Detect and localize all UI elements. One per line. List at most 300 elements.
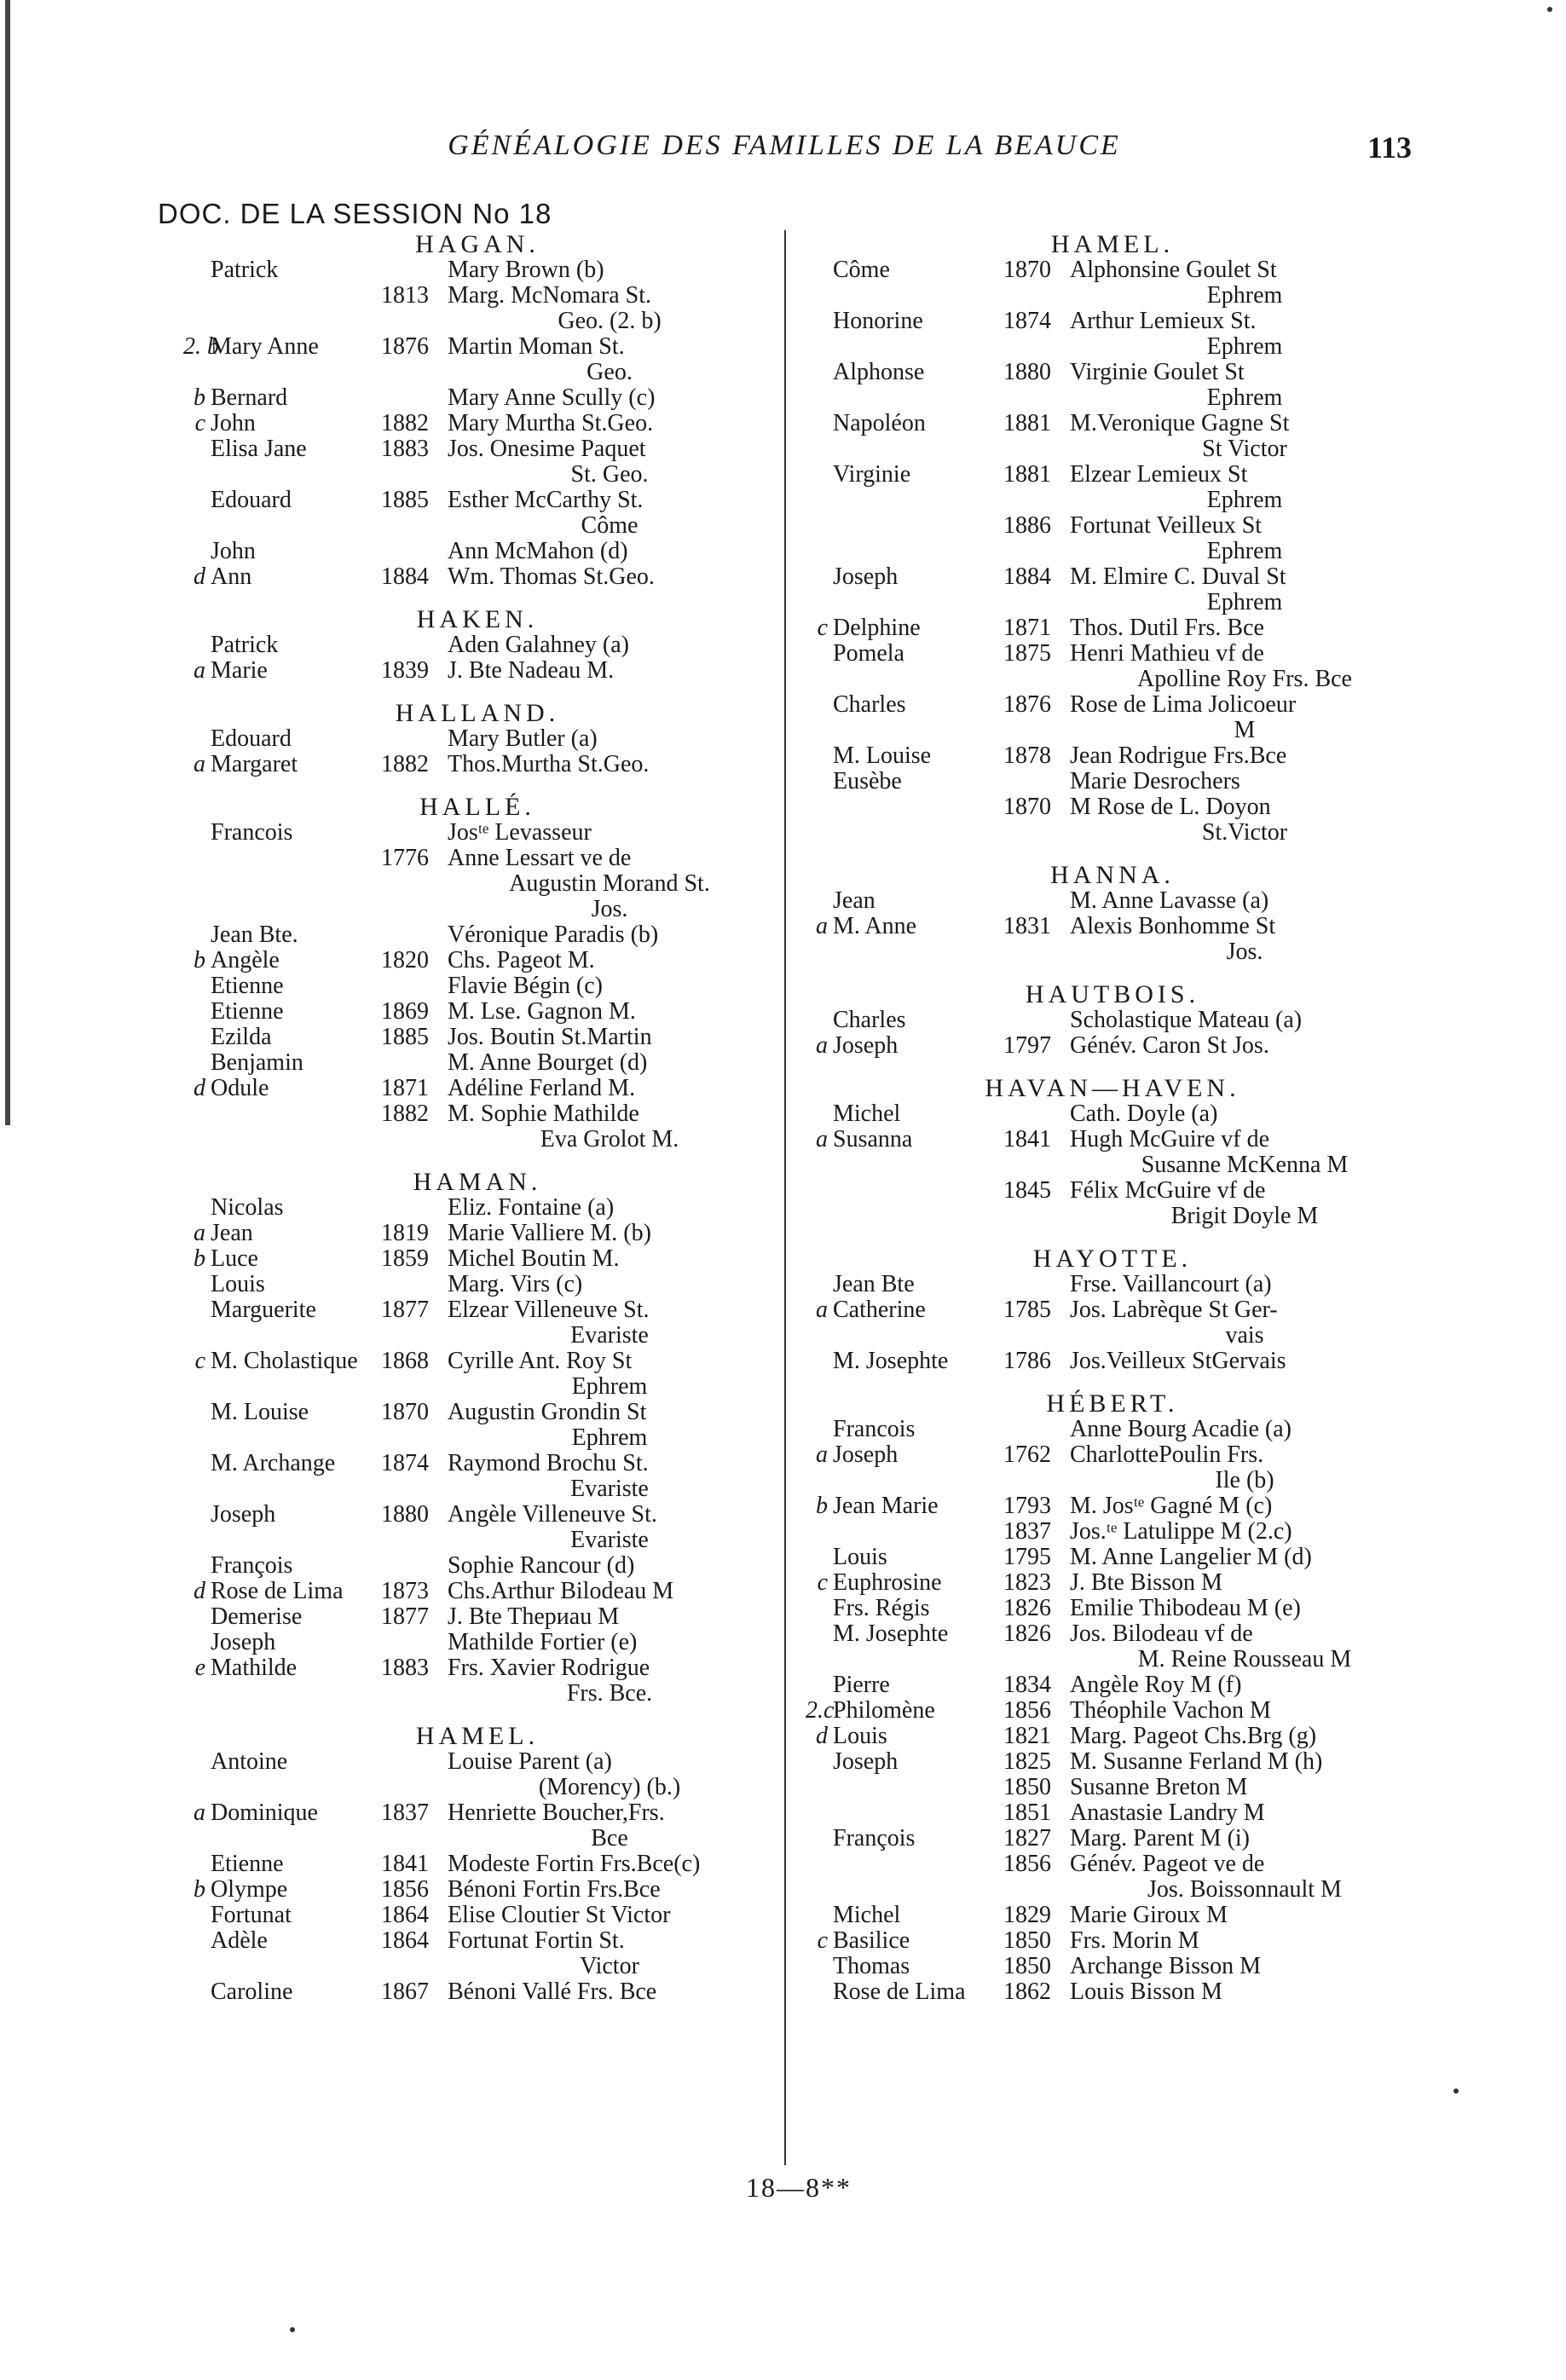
spouse-entry: Jean Rodrigue Frs.Bce: [1070, 743, 1287, 769]
person-name: Delphine: [833, 615, 921, 641]
entry-row: [806, 1903, 1419, 1928]
entry-row: [806, 1621, 1419, 1647]
spouse-entry: Wm. Thomas St.Geo.: [448, 564, 655, 590]
person-name: Odule: [211, 1075, 269, 1101]
spouse-entry: Frs. Morin M: [1070, 1928, 1199, 1954]
person-cell: [806, 615, 985, 641]
marriage-year: 1820: [381, 947, 429, 973]
spouse-entry: Marie Giroux M: [1070, 1903, 1228, 1928]
entry-row: [806, 692, 1419, 718]
spouse-entry: Mary Murtha St.Geo.: [448, 411, 654, 436]
spouse-entry: Félix McGuire vf de: [1070, 1178, 1266, 1204]
entry-row: [806, 1800, 1419, 1826]
spouse-entry: Marie Desrochers: [1070, 769, 1240, 794]
continuation-text: Geo. (2. b): [558, 309, 662, 334]
person-name: Joseph: [833, 563, 899, 590]
marriage-year: 1871: [1003, 615, 1051, 641]
spouse-entry: Bénoni Fortin Frs.Bce: [448, 1877, 661, 1903]
person-cell: [183, 752, 362, 777]
branch-marker: d: [194, 563, 205, 590]
person-name: Michel: [833, 1902, 901, 1928]
continuation-text: (Morency) (b.): [538, 1775, 681, 1800]
marriage-year: 1876: [381, 333, 429, 360]
continuation-text: Augustin Morand St.: [509, 871, 710, 897]
person-name: Caroline: [211, 1979, 293, 2005]
spouse-entry: M.Veronique Gagne St: [1070, 411, 1290, 436]
entry-row: [806, 1826, 1419, 1851]
person-name: Charles: [833, 691, 906, 718]
person-name: Louis: [833, 1544, 887, 1570]
person-cell: [806, 462, 985, 488]
family-heading: HAUTBOIS.: [1025, 980, 1200, 1008]
person-cell: [183, 726, 362, 752]
continuation-line: [806, 1204, 1419, 1229]
spouse-entry: Flavie Bégin (c): [448, 973, 603, 999]
person-cell: [183, 1400, 362, 1425]
continuation-text: Geo.: [587, 360, 633, 385]
marriage-year: 1856: [1003, 1697, 1051, 1724]
spouse-entry: Marg. McNomara St.: [448, 283, 651, 309]
person-cell: [183, 633, 362, 658]
entry-row: [183, 973, 771, 999]
person-name: Francois: [211, 819, 293, 846]
marriage-year: 1776: [381, 845, 429, 871]
continuation-text: M: [1234, 718, 1256, 743]
person-cell: [183, 1050, 362, 1076]
continuation-line: [183, 360, 771, 385]
entry-row: [806, 1127, 1419, 1152]
continuation-text: Jos.: [591, 897, 628, 922]
person-cell: [183, 1800, 362, 1826]
person-cell: [183, 1246, 362, 1272]
family-heading: HANNA.: [1050, 861, 1175, 889]
marriage-year: 1885: [381, 487, 429, 513]
entry-row: [806, 1851, 1419, 1877]
person-name: Ezilda: [211, 1024, 272, 1050]
continuation-text: Jos. Boissonnault M: [1147, 1877, 1342, 1903]
marriage-year: 1823: [1003, 1569, 1051, 1596]
marriage-year: 1856: [381, 1876, 429, 1903]
person-cell: [183, 283, 362, 309]
marriage-year: 1884: [1003, 563, 1051, 590]
marriage-year: 1881: [1003, 461, 1051, 488]
person-name: Joseph: [833, 1441, 899, 1468]
marriage-year: 1880: [381, 1501, 429, 1528]
entry-row: [183, 1553, 771, 1579]
person-cell: [806, 1698, 985, 1724]
spouse-entry: Jos. Onesime Paquet: [448, 436, 646, 462]
person-cell: [183, 1502, 362, 1528]
spouse-entry: Thos.Murtha St.Geo.: [448, 752, 650, 777]
continuation-text: Ile (b): [1215, 1468, 1274, 1493]
section-gap: [183, 1152, 771, 1170]
continuation-text: M. Reine Rousseau M: [1137, 1647, 1352, 1672]
marriage-year: 1884: [381, 563, 429, 590]
marriage-year: 1859: [381, 1245, 429, 1272]
continuation-text: Ephrem: [1206, 334, 1283, 360]
continuation-text: Ephrem: [1206, 283, 1283, 309]
continuation-text: Evariste: [570, 1476, 649, 1502]
person-name: Philomène: [833, 1697, 935, 1724]
continuation-line: [806, 1323, 1419, 1349]
person-cell: [183, 846, 362, 871]
marriage-year: 1797: [1003, 1032, 1051, 1059]
marriage-year: 1795: [1003, 1544, 1051, 1570]
entry-row: [183, 411, 771, 436]
entry-row: [183, 385, 771, 411]
person-cell: [183, 922, 362, 948]
person-name: M. Anne: [833, 913, 916, 939]
person-cell: [806, 1749, 985, 1775]
entry-row: [806, 1596, 1419, 1621]
family-heading: HALLÉ.: [419, 793, 535, 821]
marriage-year: 1841: [1003, 1126, 1051, 1152]
spouse-entry: Alphonsine Goulet St: [1070, 257, 1277, 283]
person-name: Ann: [211, 563, 252, 590]
person-name: Euphrosine: [833, 1569, 942, 1596]
marriage-year: 1837: [381, 1799, 429, 1826]
entry-row: [183, 1451, 771, 1476]
person-cell: [806, 1033, 985, 1059]
branch-marker: a: [194, 1799, 205, 1826]
spouse-entry: Frs. Xavier Rodrigue: [448, 1655, 650, 1681]
marriage-year: 1821: [1003, 1723, 1051, 1749]
marriage-year: 1785: [1003, 1297, 1051, 1323]
person-cell: [183, 1928, 362, 1954]
person-name: Elisa Jane: [211, 436, 307, 462]
person-cell: [183, 820, 362, 846]
person-name: Antoine: [211, 1748, 288, 1775]
continuation-text: vais: [1225, 1323, 1264, 1349]
marriage-year: 1851: [1003, 1799, 1051, 1826]
entry-row: [183, 1903, 771, 1928]
person-cell: [183, 1101, 362, 1127]
spouse-entry: Marie Valliere M. (b): [448, 1221, 651, 1246]
marriage-year: 1841: [381, 1851, 429, 1877]
entry-row: [183, 922, 771, 948]
entry-row: [183, 726, 771, 752]
spouse-entry: Génév. Caron St Jos.: [1070, 1033, 1269, 1059]
continuation-line: [806, 334, 1419, 360]
spouse-entry: Mathilde Fortier (e): [448, 1630, 638, 1655]
branch-marker: 2.c: [806, 1697, 835, 1724]
person-name: Frs. Régis: [833, 1595, 930, 1621]
continuation-line: [183, 1681, 771, 1707]
entry-row: [806, 615, 1419, 641]
entry-row: [806, 1008, 1419, 1033]
spouse-entry: J. Bte Thериau M: [448, 1604, 620, 1630]
person-cell: [183, 1272, 362, 1297]
entry-row: [806, 1272, 1419, 1297]
marriage-year: 1826: [1003, 1620, 1051, 1647]
entry-row: [183, 1221, 771, 1246]
person-cell: [806, 1672, 985, 1698]
spouse-entry: M. Anne Bourget (d): [448, 1050, 648, 1076]
spouse-entry: Mary Brown (b): [448, 257, 604, 283]
continuation-text: Apolline Roy Frs. Bce: [1137, 667, 1352, 692]
entry-row: [806, 309, 1419, 334]
entry-row: [806, 257, 1419, 283]
spouse-entry: M. Elmire C. Duval St: [1070, 564, 1286, 590]
continuation-text: St Victor: [1202, 436, 1287, 462]
continuation-line: [183, 1528, 771, 1553]
person-name: Adèle: [211, 1927, 268, 1954]
spouse-entry: Cath. Doyle (a): [1070, 1101, 1218, 1127]
entry-row: [806, 1775, 1419, 1800]
section-gap: [806, 1229, 1419, 1246]
section-gap: [806, 1059, 1419, 1076]
branch-marker: b: [194, 384, 205, 411]
spouse-entry: Marg. Parent M (i): [1070, 1826, 1250, 1851]
person-cell: [806, 1826, 985, 1851]
signature-mark: 18—8**: [746, 2172, 852, 2203]
continuation-line: [806, 1647, 1419, 1672]
person-name: M. Archange: [211, 1450, 336, 1476]
person-name: Nicolas: [211, 1194, 284, 1221]
person-cell: [806, 1596, 985, 1621]
branch-marker: c: [194, 410, 205, 436]
spouse-entry: M. Sophie Mathilde: [448, 1101, 639, 1127]
marriage-year: 1864: [381, 1927, 429, 1954]
person-cell: [806, 360, 985, 385]
person-cell: [183, 1195, 362, 1221]
spouse-entry: CharlottePoulin Frs.: [1070, 1442, 1264, 1468]
marriage-year: 1864: [381, 1902, 429, 1928]
entry-row: [806, 888, 1419, 914]
person-cell: [806, 1851, 985, 1877]
marriage-year: 1885: [381, 1024, 429, 1050]
entry-row: [183, 820, 771, 846]
person-name: Edouard: [211, 487, 292, 513]
entry-row: [183, 564, 771, 590]
person-cell: [806, 743, 985, 769]
person-name: Etienne: [211, 973, 284, 999]
spouse-entry: Virginie Goulet St: [1070, 360, 1245, 385]
continuation-line: [183, 897, 771, 922]
person-name: Michel: [833, 1100, 901, 1127]
person-name: Jean: [211, 1220, 253, 1246]
spouse-entry: Véronique Paradis (b): [448, 922, 659, 948]
person-cell: [183, 1579, 362, 1604]
continuation-text: Bce: [591, 1826, 628, 1851]
person-cell: [806, 769, 985, 794]
continuation-text: Susanne McKenna M: [1141, 1152, 1349, 1178]
spouse-entry: M. Lse. Gagnon M.: [448, 999, 636, 1025]
doc-session-label: DOC. DE LA SESSION No 18: [158, 198, 552, 229]
person-cell: [183, 1451, 362, 1476]
marriage-year: 1862: [1003, 1979, 1051, 2005]
spouse-entry: Esther McCarthy St.: [448, 488, 644, 513]
person-cell: [183, 564, 362, 590]
person-cell: [806, 1903, 985, 1928]
continuation-text: Côme: [581, 513, 639, 539]
marriage-year: 1850: [1003, 1774, 1051, 1800]
marriage-year: 1871: [381, 1075, 429, 1101]
continuation-line: [806, 1468, 1419, 1493]
person-cell: [183, 1851, 362, 1877]
entry-row: [183, 1851, 771, 1877]
person-cell: [806, 1272, 985, 1297]
section-gap: [806, 846, 1419, 863]
spouse-entry: Michel Boutin M.: [448, 1246, 620, 1272]
entry-row: [806, 1417, 1419, 1442]
family-heading: HAMEL.: [415, 1722, 540, 1750]
person-cell: [806, 1800, 985, 1826]
spouse-entry: Arthur Lemieux St.: [1070, 309, 1257, 334]
person-name: Louis: [211, 1271, 265, 1297]
family-heading: HAVAN—HAVEN.: [985, 1074, 1240, 1102]
entry-row: [806, 1349, 1419, 1374]
person-cell: [806, 794, 985, 820]
spouse-entry: Jos. Labrèque St Ger-: [1070, 1297, 1278, 1323]
spouse-entry: Chs.Arthur Bilodeau M: [448, 1579, 674, 1604]
entry-row: [806, 914, 1419, 939]
branch-marker: a: [194, 1220, 205, 1246]
person-cell: [806, 513, 985, 539]
person-name: M. Josephte: [833, 1348, 949, 1374]
person-name: Jean: [833, 887, 875, 914]
section-gap: [183, 777, 771, 794]
continuation-text: Victor: [580, 1954, 639, 1979]
entry-row: [806, 1545, 1419, 1570]
branch-marker: d: [194, 1075, 205, 1101]
person-cell: [806, 1442, 985, 1468]
person-name: Joseph: [833, 1748, 899, 1775]
spouse-entry: Chs. Pageot M.: [448, 948, 595, 973]
person-name: Pomela: [833, 640, 904, 667]
branch-marker: d: [194, 1578, 205, 1604]
person-name: Joseph: [833, 1032, 899, 1059]
continuation-line: [183, 1127, 771, 1152]
entry-row: [806, 462, 1419, 488]
entry-row: [806, 513, 1419, 539]
person-name: Côme: [833, 257, 890, 283]
entry-row: [183, 257, 771, 283]
marriage-year: 1827: [1003, 1825, 1051, 1851]
spouse-entry: Eliz. Fontaine (a): [448, 1195, 615, 1221]
spouse-entry: Thos. Dutil Frs. Bce: [1070, 615, 1264, 641]
person-cell: [183, 1604, 362, 1630]
marriage-year: 1875: [1003, 640, 1051, 667]
spouse-entry: M. Anne Lavasse (a): [1070, 888, 1269, 914]
section-gap: [806, 1374, 1419, 1391]
marriage-year: 1839: [381, 657, 429, 684]
spouse-entry: Modeste Fortin Frs.Bce(c): [448, 1851, 701, 1877]
entry-row: [806, 1979, 1419, 2005]
spouse-entry: Emilie Thibodeau M (e): [1070, 1596, 1301, 1621]
spouse-entry: Martin Moman St.: [448, 334, 625, 360]
person-name: Basilice: [833, 1927, 910, 1954]
continuation-text: Brigit Doyle M: [1170, 1204, 1319, 1229]
spouse-entry: Mary Butler (a): [448, 726, 598, 752]
entry-row: [183, 1604, 771, 1630]
entry-row: [806, 411, 1419, 436]
person-name: Luce: [211, 1245, 258, 1272]
person-cell: [183, 334, 362, 360]
family-heading: HAYOTTE.: [1032, 1245, 1193, 1273]
continuation-line: [806, 1877, 1419, 1903]
person-name: Virginie: [833, 461, 911, 488]
person-cell: [183, 1297, 362, 1323]
marriage-year: 1831: [1003, 913, 1051, 939]
continuation-text: Ephrem: [571, 1374, 648, 1400]
person-name: Napoléon: [833, 410, 926, 436]
entry-row: [183, 1800, 771, 1826]
branch-marker: b: [816, 1493, 828, 1519]
person-cell: [806, 257, 985, 283]
entry-row: [183, 1655, 771, 1681]
entry-row: [183, 283, 771, 309]
person-name: Patrick: [211, 632, 279, 658]
page-edge-shadow: [5, 0, 10, 1125]
entry-row: [806, 743, 1419, 769]
person-cell: [806, 1178, 985, 1204]
person-cell: [183, 1349, 362, 1374]
person-cell: [183, 539, 362, 564]
branch-marker: a: [816, 1032, 828, 1059]
speck-mark: [290, 2327, 295, 2332]
entry-row: [806, 1178, 1419, 1204]
person-name: Jean Bte: [833, 1271, 915, 1297]
entry-row: [806, 1033, 1419, 1059]
spouse-entry: Cyrille Ant. Roy St: [448, 1349, 633, 1374]
continuation-line: [806, 939, 1419, 965]
entry-row: [183, 846, 771, 871]
continuation-line: [183, 1323, 771, 1349]
marriage-year: 1837: [1003, 1518, 1051, 1545]
person-cell: [183, 658, 362, 684]
person-name: Charles: [833, 1007, 906, 1033]
branch-marker: a: [194, 657, 205, 684]
marriage-year: 1870: [381, 1399, 429, 1425]
entry-row: [183, 1101, 771, 1127]
entry-row: [183, 1579, 771, 1604]
spouse-entry: M. Susanne Ferland M (h): [1070, 1749, 1323, 1775]
person-name: John: [211, 538, 256, 564]
person-name: Honorine: [833, 308, 923, 334]
entry-row: [806, 564, 1419, 590]
person-cell: [806, 1417, 985, 1442]
branch-marker: a: [816, 1126, 828, 1152]
entry-row: [183, 1246, 771, 1272]
person-name: Eusèbe: [833, 768, 902, 794]
entry-row: [806, 1519, 1419, 1545]
column-divider: [784, 230, 786, 2165]
person-name: Thomas: [833, 1953, 910, 1979]
person-cell: [806, 641, 985, 667]
continuation-line: [183, 513, 771, 539]
right-column: [806, 232, 1419, 2005]
marriage-year: 1845: [1003, 1177, 1051, 1204]
person-cell: [183, 1979, 362, 2005]
person-name: Etienne: [211, 998, 284, 1025]
family-heading: HAMAN.: [413, 1168, 542, 1196]
continuation-line: [183, 462, 771, 488]
entry-row: [183, 488, 771, 513]
person-name: Bernard: [211, 384, 288, 411]
spouse-entry: Jos.ᵗᵉ Latulippe M (2.c): [1070, 1519, 1292, 1545]
branch-marker: a: [816, 1441, 828, 1468]
continuation-line: [183, 1425, 771, 1451]
branch-marker: b: [194, 947, 205, 973]
continuation-line: [806, 1152, 1419, 1178]
page-number: 113: [1367, 130, 1413, 165]
entry-row: [183, 1749, 771, 1775]
family-heading: HÉBERT.: [1046, 1389, 1179, 1418]
entry-row: [806, 1749, 1419, 1775]
person-cell: [806, 1545, 985, 1570]
family-heading: HAGAN.: [415, 230, 540, 258]
